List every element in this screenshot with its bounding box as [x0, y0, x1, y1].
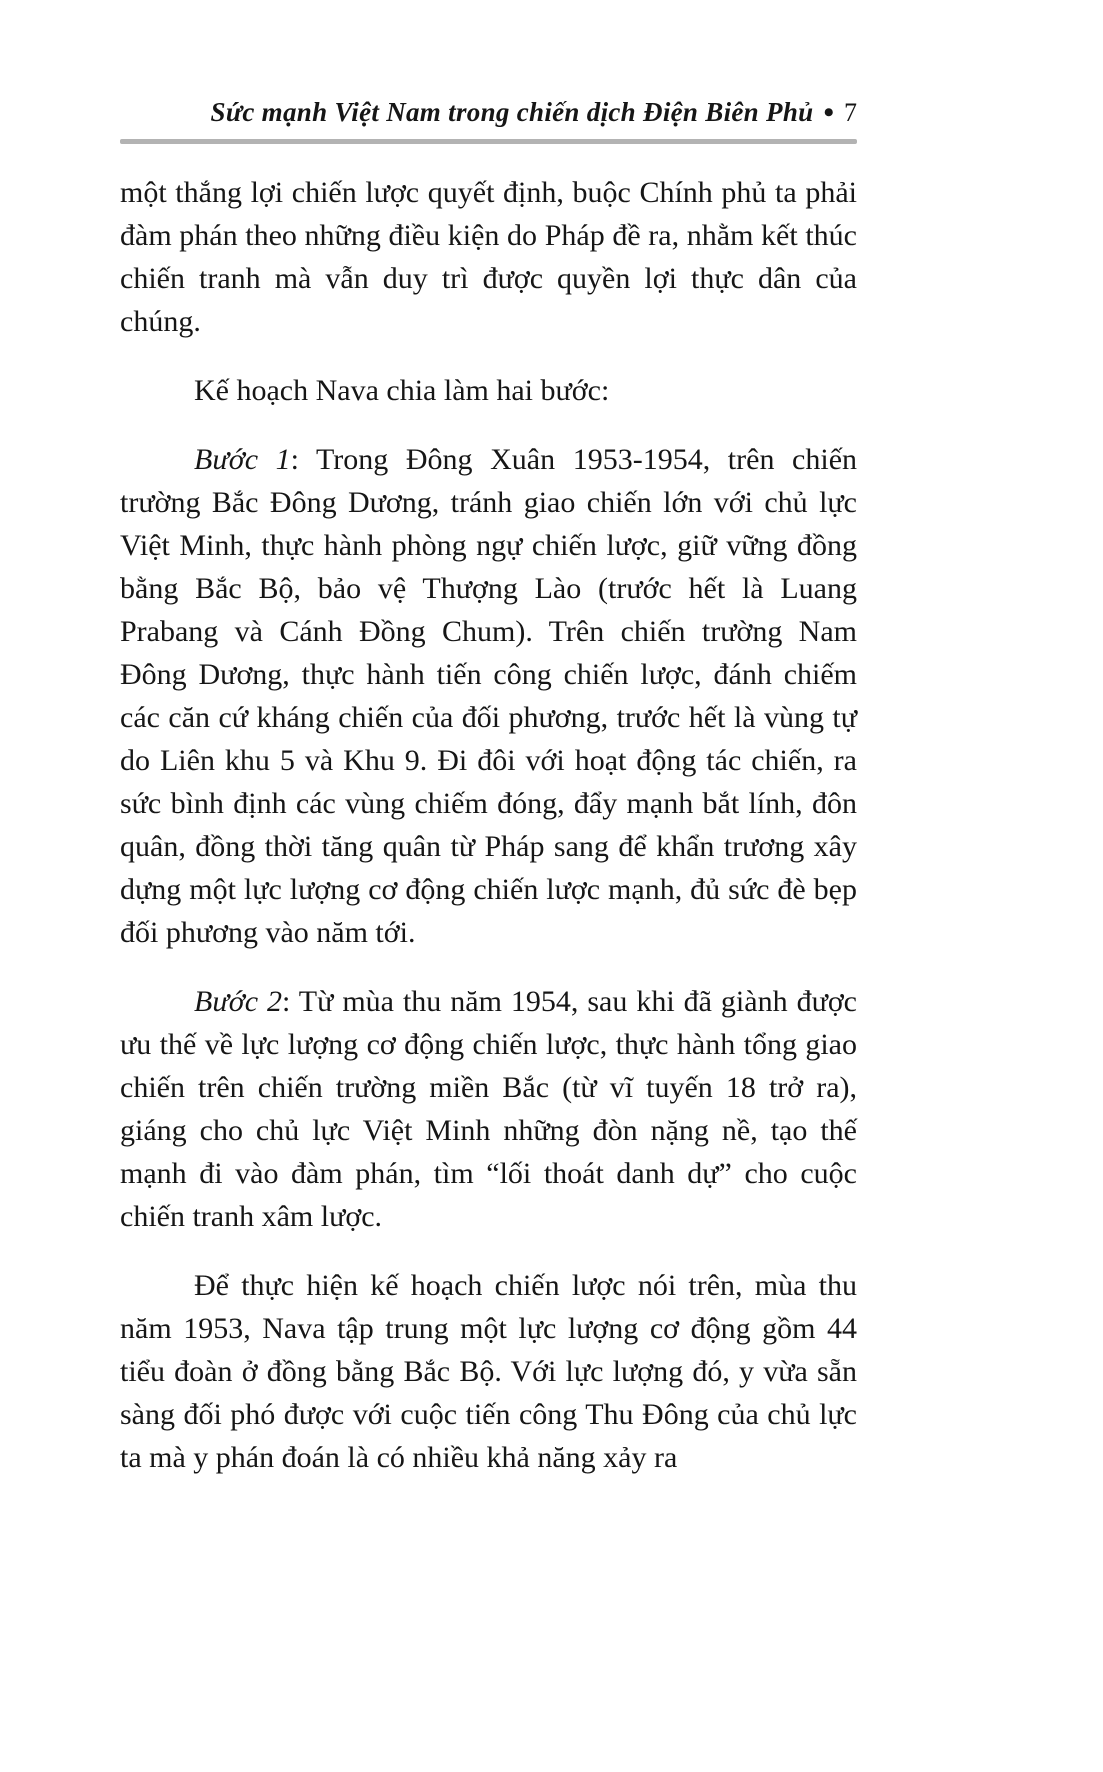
- header-rule: [120, 139, 857, 144]
- running-head: [120, 96, 857, 129]
- running-title: Sức mạnh Việt Nam trong chiến dịch Điện Biên Phủ: [210, 97, 814, 127]
- page-header: [120, 96, 857, 144]
- paragraph: [120, 980, 857, 1238]
- paragraph-lead-italic: Bước 2: [194, 985, 282, 1018]
- paragraph: [120, 438, 857, 954]
- paragraph-text: : Từ mùa thu năm 1954, sau khi đã giành được ưu thế về lực lượng cơ động chiến lược, thực hành tổng giao chiến trên chiến trường miền Bắc (từ vĩ tuyến 18 trở ra), giáng cho chủ lực Việt Minh những đòn nặng nề, tạo thế mạnh đi vào đàm phán, tìm “lối thoát danh dự” cho cuộc chiến tranh xâm lược.: [120, 985, 858, 1233]
- paragraph: Kế hoạch Nava chia làm hai bước:: [194, 374, 610, 407]
- page-body: [120, 171, 857, 1479]
- page-content: [120, 96, 857, 1479]
- bullet-icon: •: [823, 96, 834, 129]
- paragraph: Để thực hiện kế hoạch chiến lược nói trên, mùa thu năm 1953, Nava tập trung một lực lượng cơ động gồm 44 tiểu đoàn ở đồng bằng Bắc Bộ. Với lực lượng đó, y vừa sẵn sàng đối phó được với cuộc tiến công Thu Đông của chủ lực ta mà y phán đoán là có nhiều khả năng xảy ra: [120, 1269, 857, 1474]
- paragraph: một thắng lợi chiến lược quyết định, buộc Chính phủ ta phải đàm phán theo những điều kiện do Pháp đề ra, nhằm kết thúc chiến tranh mà vẫn duy trì được quyền lợi thực dân của chúng.: [120, 176, 857, 338]
- page-number: 7: [844, 98, 857, 127]
- paragraph-text: : Trong Đông Xuân 1953-1954, trên chiến trường Bắc Đông Dương, tránh giao chiến lớn với chủ lực Việt Minh, thực hành phòng ngự chiến lược, giữ vững đồng bằng Bắc Bộ, bảo vệ Thượng Lào (trước hết là Luang Prabang và Cánh Đồng Chum). Trên chiến trường Nam Đông Dương, thực hành tiến công chiến lược, đánh chiếm các căn cứ kháng chiến của đối phương, trước hết là vùng tự do Liên khu 5 và Khu 9. Đi đôi với hoạt động tác chiến, ra sức bình định các vùng chiếm đóng, đẩy mạnh bắt lính, đôn quân, đồng thời tăng quân từ Pháp sang để khẩn trương xây dựng một lực lượng cơ động chiến lược mạnh, đủ sức đè bẹp đối phương vào năm tới.: [120, 443, 858, 949]
- paragraph-lead-italic: Bước 1: [194, 443, 291, 476]
